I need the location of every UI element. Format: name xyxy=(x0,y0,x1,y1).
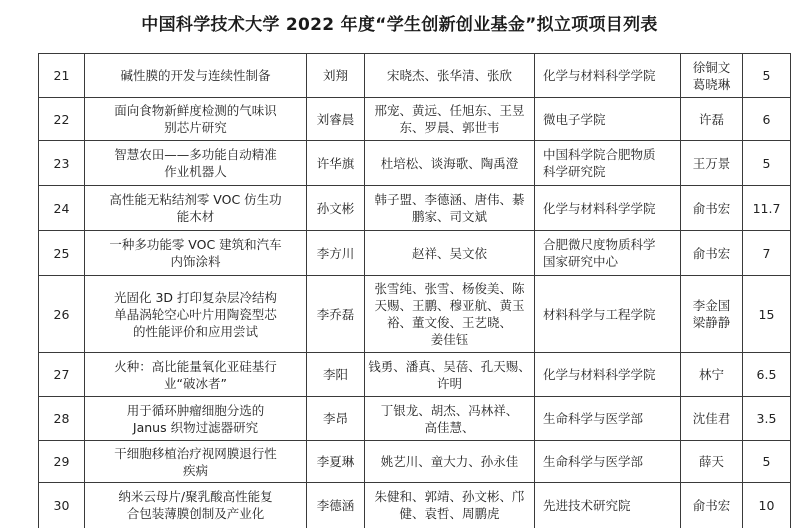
project-number: 25 xyxy=(39,231,85,276)
project-members: 杜培松、谈海歌、陶禹澄 xyxy=(365,141,535,186)
project-number: 29 xyxy=(39,441,85,483)
project-leader: 刘翔 xyxy=(307,54,365,98)
project-leader: 孙文彬 xyxy=(307,186,365,231)
project-members: 张雪纯、张雪、杨俊美、陈 天赐、王鹏、穆亚航、黄玉 裕、董文俊、王艺晓、 姜佳钰 xyxy=(365,276,535,353)
project-table xyxy=(38,53,791,528)
project-fund: 15 xyxy=(743,276,791,353)
project-members: 钱勇、潘真、吴蓓、孔天赐、 许明 xyxy=(365,353,535,397)
project-advisor: 李金国 梁静静 xyxy=(681,276,743,353)
project-members: 宋晓杰、张华清、张欣 xyxy=(365,54,535,98)
project-college: 材料科学与工程学院 xyxy=(535,276,681,353)
project-advisor: 薛天 xyxy=(681,441,743,483)
project-leader: 李阳 xyxy=(307,353,365,397)
project-college: 微电子学院 xyxy=(535,98,681,141)
project-name: 碱性膜的开发与连续性制备 xyxy=(85,54,307,98)
project-advisor: 许磊 xyxy=(681,98,743,141)
table-row xyxy=(39,98,791,141)
project-leader: 许华旗 xyxy=(307,141,365,186)
project-advisor: 沈佳君 xyxy=(681,397,743,441)
project-members: 韩子盟、李德涵、唐伟、綦 鹏家、司文斌 xyxy=(365,186,535,231)
project-fund: 3.5 xyxy=(743,397,791,441)
project-leader: 李昂 xyxy=(307,397,365,441)
project-number: 26 xyxy=(39,276,85,353)
table-row xyxy=(39,397,791,441)
project-college: 化学与材料科学学院 xyxy=(535,353,681,397)
project-members: 赵祥、吴文依 xyxy=(365,231,535,276)
project-advisor: 王万景 xyxy=(681,141,743,186)
table-row xyxy=(39,441,791,483)
project-college: 生命科学与医学部 xyxy=(535,397,681,441)
project-fund: 6 xyxy=(743,98,791,141)
project-college: 化学与材料科学学院 xyxy=(535,186,681,231)
project-name: 火种：高比能量氧化亚硅基行 业“破冰者” xyxy=(85,353,307,397)
project-number: 21 xyxy=(39,54,85,98)
table-row xyxy=(39,141,791,186)
project-fund: 11.7 xyxy=(743,186,791,231)
project-number: 23 xyxy=(39,141,85,186)
project-members: 邢宠、黄远、任旭东、王昱 东、罗晨、郭世韦 xyxy=(365,98,535,141)
project-fund: 5 xyxy=(743,441,791,483)
project-name: 高性能无粘结剂零 VOC 仿生功 能木材 xyxy=(85,186,307,231)
project-fund: 6.5 xyxy=(743,353,791,397)
project-members: 姚艺川、童大力、孙永佳 xyxy=(365,441,535,483)
project-fund: 5 xyxy=(743,54,791,98)
project-college: 生命科学与医学部 xyxy=(535,441,681,483)
project-advisor: 俞书宏 xyxy=(681,186,743,231)
table-row xyxy=(39,353,791,397)
table-row xyxy=(39,54,791,98)
project-advisor: 徐铜文 葛晓琳 xyxy=(681,54,743,98)
table-row xyxy=(39,231,791,276)
page-title: 中国科学技术大学 2022 年度“学生创新创业基金”拟立项项目列表 xyxy=(141,15,658,35)
project-leader: 李德涵 xyxy=(307,483,365,528)
project-college: 化学与材料科学学院 xyxy=(535,54,681,98)
table-row xyxy=(39,276,791,353)
project-number: 22 xyxy=(39,98,85,141)
project-advisor: 俞书宏 xyxy=(681,231,743,276)
project-fund: 10 xyxy=(743,483,791,528)
table-row xyxy=(39,186,791,231)
project-college: 先进技术研究院 xyxy=(535,483,681,528)
project-college: 合肥微尺度物质科学 国家研究中心 xyxy=(535,231,681,276)
project-leader: 李方川 xyxy=(307,231,365,276)
project-number: 27 xyxy=(39,353,85,397)
project-number: 30 xyxy=(39,483,85,528)
project-number: 28 xyxy=(39,397,85,441)
project-leader: 李乔磊 xyxy=(307,276,365,353)
project-name: 一种多功能零 VOC 建筑和汽车 内饰涂料 xyxy=(85,231,307,276)
project-name: 用于循环肿瘤细胞分选的 Janus 织物过滤器研究 xyxy=(85,397,307,441)
project-fund: 5 xyxy=(743,141,791,186)
project-name: 光固化 3D 打印复杂层冷结构 单晶涡轮空心叶片用陶瓷型芯 的性能评价和应用尝试 xyxy=(85,276,307,353)
project-college: 中国科学院合肥物质 科学研究院 xyxy=(535,141,681,186)
project-advisor: 俞书宏 xyxy=(681,483,743,528)
project-members: 丁银龙、胡杰、冯林祥、 高佳慧、 xyxy=(365,397,535,441)
project-leader: 刘睿晨 xyxy=(307,98,365,141)
project-fund: 7 xyxy=(743,231,791,276)
project-name: 纳米云母片/聚乳酸高性能复 合包装薄膜创制及产业化 xyxy=(85,483,307,528)
table-row xyxy=(39,483,791,528)
project-name: 智慧农田——多功能自动精准 作业机器人 xyxy=(85,141,307,186)
project-advisor: 林宁 xyxy=(681,353,743,397)
project-leader: 李夏琳 xyxy=(307,441,365,483)
project-name: 干细胞移植治疗视网膜退行性 疾病 xyxy=(85,441,307,483)
project-number: 24 xyxy=(39,186,85,231)
project-members: 朱健和、郭靖、孙文彬、邝 健、袁哲、周鹏虎 xyxy=(365,483,535,528)
project-name: 面向食物新鲜度检测的气味识 别芯片研究 xyxy=(85,98,307,141)
